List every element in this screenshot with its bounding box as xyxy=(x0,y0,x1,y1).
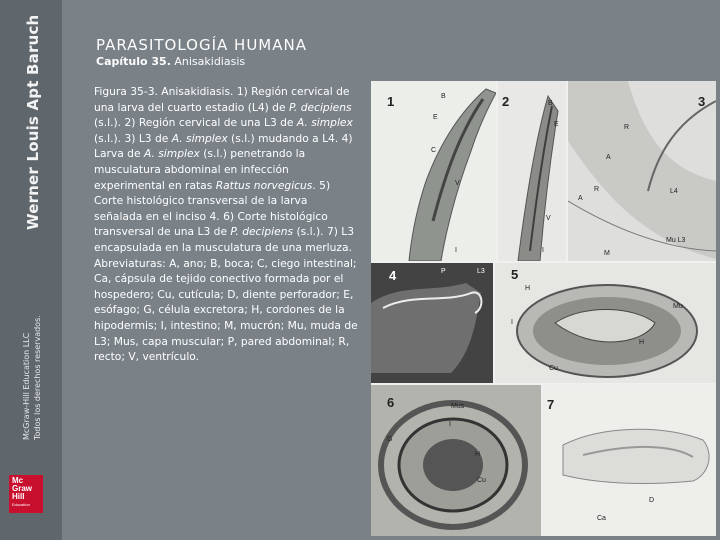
panel-number: 7 xyxy=(547,397,555,412)
encapsulated-l3-image xyxy=(543,385,716,536)
panel-label: P xyxy=(441,268,446,275)
panel-number: 2 xyxy=(502,94,510,109)
larva-molting-image xyxy=(568,81,716,261)
panel-2 xyxy=(498,81,566,261)
panel-number: 5 xyxy=(511,267,519,282)
panel-3 xyxy=(568,81,716,261)
panel-1 xyxy=(371,81,496,261)
panel-label: I xyxy=(455,247,457,254)
page-title: PARASITOLOGÍA HUMANA xyxy=(96,36,307,54)
copyright-line-1: McGraw-Hill Education LLC xyxy=(22,332,31,440)
panel-label: A xyxy=(606,154,611,161)
panel-label: R xyxy=(624,124,630,131)
panel-label: B xyxy=(441,93,446,100)
panel-label: Ca xyxy=(597,515,606,522)
panel-label: A xyxy=(578,195,583,202)
sidebar xyxy=(0,0,62,540)
panel-label: Mu L3 xyxy=(666,237,686,244)
panel-label: E xyxy=(554,121,559,128)
copyright-notice xyxy=(22,315,48,440)
panel-7 xyxy=(543,385,716,536)
panel-label: C xyxy=(431,147,437,154)
panel-label: I xyxy=(449,421,451,428)
panel-number: 4 xyxy=(389,268,397,283)
panel-label: Mus xyxy=(451,403,465,410)
panel-label: G xyxy=(387,436,393,443)
panel-label: L3 xyxy=(477,268,485,275)
panel-6 xyxy=(371,385,541,536)
panel-number: 1 xyxy=(387,94,395,109)
panel-label: H xyxy=(475,451,481,458)
figure-caption: Figura 35-3. Anisakidiasis. 1) Región cervical de una larva del cuarto estadio (L4) de P. decipiens (s.l.). 2) Región cervical de una L3 de A. simplex (s.l.). 3) L3 de A. simplex (s.l.) mudando a L4. 4) Larva de A. simplex (s.l.) penetrando la musculatura abdominal en infección experimental en ratas Rattus norvegicus. 5) Corte histológico transversal de la larva señalada en el inciso 4. 6) Corte histológico transversal de una L3 de P. decipiens (s.l.). 7) L3 encapsulada en la musculatura de una merluza. Abreviaturas: A, ano; B, boca; C, ciego intestinal; Ca, cápsula de tejido conectivo formada por el hospedero; Cu, cutícula; D, diente perforador; E, esófago; G, célula excretora; H, cordones de la hipodermis; I, intestino; M, mucrón; Mu, muda de L3; Mus, capa muscular; P, pared abdominal; R, recto; V, ventrículo. xyxy=(94,85,358,364)
panel-number: 3 xyxy=(698,94,706,109)
copyright-line-2: Todos los derechos reservados. xyxy=(33,315,42,440)
author-label-vertical: Werner Louis Apt Baruch xyxy=(24,14,42,230)
panel-label: V xyxy=(546,215,551,222)
panel-label: I xyxy=(511,319,513,326)
panel-label: Cu xyxy=(549,365,558,372)
panel-label: L4 xyxy=(670,188,678,195)
panel-label: Mu xyxy=(673,303,683,310)
panel-label: D xyxy=(649,497,655,504)
panel-label: V xyxy=(455,180,460,187)
panel-label: I xyxy=(542,247,544,254)
panel-label: B xyxy=(548,100,553,107)
panel-label: Cu xyxy=(477,477,486,484)
panel-label: R xyxy=(594,186,600,193)
panel-label: M xyxy=(604,250,610,257)
panel-number: 6 xyxy=(387,395,395,410)
micrograph-figure xyxy=(371,81,716,536)
panel-5 xyxy=(495,263,716,383)
panel-label: E xyxy=(433,114,438,121)
publisher-logo: Mc Graw Hill Education xyxy=(9,475,43,513)
panel-label: H xyxy=(525,285,531,292)
panel-4 xyxy=(371,263,493,383)
panel-label: H xyxy=(639,339,645,346)
cross-section-larva-image xyxy=(495,263,716,383)
chapter-subtitle: Capítulo 35. Anisakidiasis xyxy=(96,55,246,68)
